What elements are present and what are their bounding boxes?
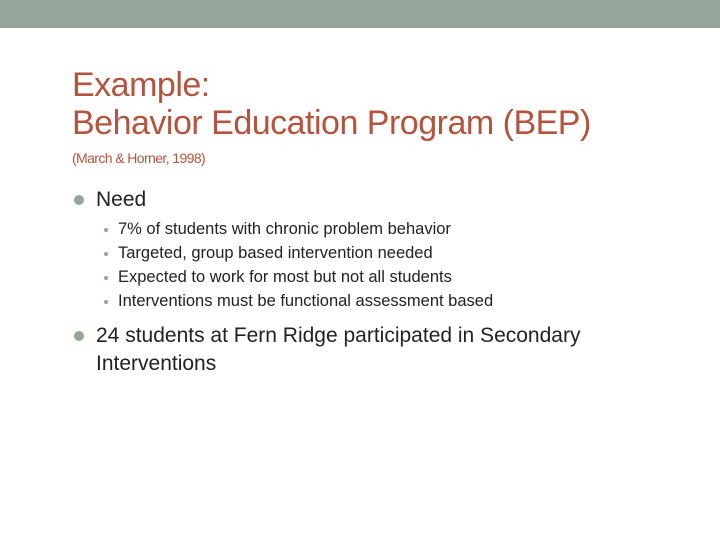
slide-title-line-1: Example:	[72, 66, 210, 104]
sub-bullet-dot-icon	[104, 228, 108, 232]
slide-title-block	[72, 66, 692, 167]
sub-bullet-text: Interventions must be functional assessment based	[118, 292, 494, 310]
need-sub-list	[72, 217, 672, 313]
sub-bullet-text: Targeted, group based intervention needed	[118, 244, 433, 262]
bullet-fern-ridge	[72, 322, 672, 378]
bullet-dot-icon	[74, 195, 84, 205]
bullet-need	[72, 186, 672, 214]
sub-bullet-dot-icon	[104, 300, 108, 304]
sub-bullet-dot-icon	[104, 252, 108, 256]
sub-bullet-dot-icon	[104, 276, 108, 280]
bullet-text: Need	[96, 188, 147, 211]
bullet-dot-icon	[74, 331, 84, 341]
slide-title-line-2: Behavior Education Program (BEP)	[72, 104, 591, 142]
bullet-text: 24 students at Fern Ridge participated in Secondary Interventions	[96, 324, 581, 375]
sub-bullet	[72, 217, 672, 241]
sub-bullet-text: 7% of students with chronic problem behavior	[118, 220, 451, 238]
top-accent-bar	[0, 0, 720, 28]
sub-bullet	[72, 289, 672, 313]
slide-citation: (March & Horner, 1998)	[72, 150, 206, 166]
sub-bullet	[72, 241, 672, 265]
sub-bullet	[72, 265, 672, 289]
slide-body	[72, 186, 672, 378]
sub-bullet-text: Expected to work for most but not all students	[118, 268, 452, 286]
